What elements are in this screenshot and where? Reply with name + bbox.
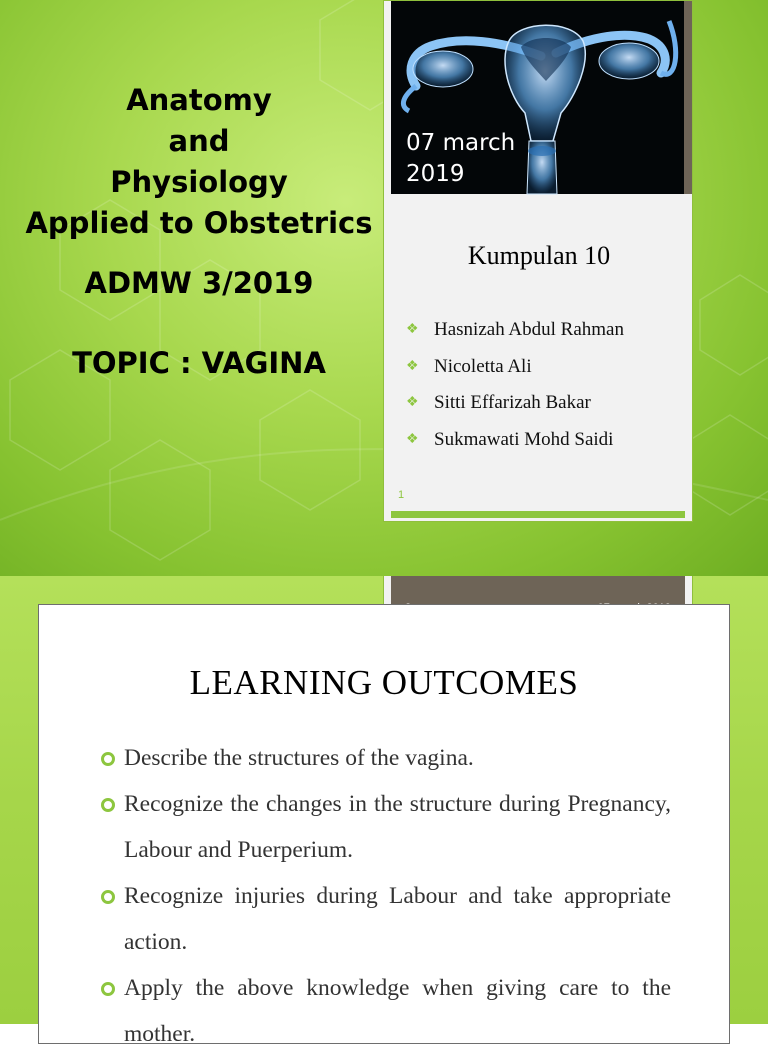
diamond-bullet-icon: ❖ (406, 431, 419, 447)
member-list (406, 319, 624, 465)
list-item (99, 781, 671, 873)
title-line: Applied to Obstetrics (25, 206, 373, 240)
list-item (406, 392, 624, 429)
presentation-title (20, 80, 378, 380)
outcome-text: Apply the above knowledge when giving care to the mother. (124, 975, 671, 1047)
member-name: Nicoletta Ali (434, 355, 532, 377)
diamond-bullet-icon: ❖ (406, 322, 419, 337)
member-name: Sitti Effarizah Bakar (434, 392, 591, 413)
member-name: Sukmawati Mohd Saidi (434, 428, 614, 450)
content-panel (38, 604, 730, 1047)
title-line: Physiology (110, 165, 288, 199)
info-card (383, 0, 693, 522)
ring-bullet-icon (101, 890, 115, 904)
date-line: 2019 (406, 161, 465, 187)
card-accent-bar (391, 511, 685, 518)
title-line: and (168, 124, 230, 158)
member-name: Hasnizah Abdul Rahman (434, 319, 624, 340)
photo-side-strip (684, 1, 692, 194)
slide-2 (0, 576, 768, 1047)
list-item (99, 873, 671, 965)
title-line: Anatomy (126, 83, 272, 117)
ring-bullet-icon (101, 752, 115, 766)
outcome-list (99, 735, 671, 1057)
list-item (406, 356, 624, 393)
course-code: ADMW 3/2019 (84, 266, 314, 300)
list-item (99, 735, 671, 781)
diamond-bullet-icon: ❖ (406, 358, 419, 374)
outcome-text: Recognize the changes in the structure during Pregnancy, Labour and Puerperium. (124, 791, 671, 863)
page-title: LEARNING OUTCOMES (189, 663, 579, 702)
outcome-text: Recognize injuries during Labour and take appropriate action. (124, 883, 671, 955)
presentation-date (406, 128, 546, 190)
uterus-xray-image (391, 1, 686, 194)
topic-heading: TOPIC : VAGINA (72, 346, 326, 380)
page-number: 1 (398, 489, 405, 501)
list-item (406, 429, 624, 466)
list-item (99, 965, 671, 1057)
group-name: Kumpulan 10 (467, 241, 611, 270)
ring-bullet-icon (101, 982, 115, 996)
outcome-text: Describe the structures of the vagina. (124, 745, 474, 771)
date-line: 07 march (406, 130, 516, 156)
list-item (406, 319, 624, 356)
diamond-bullet-icon: ❖ (406, 395, 419, 410)
ring-bullet-icon (101, 798, 115, 812)
